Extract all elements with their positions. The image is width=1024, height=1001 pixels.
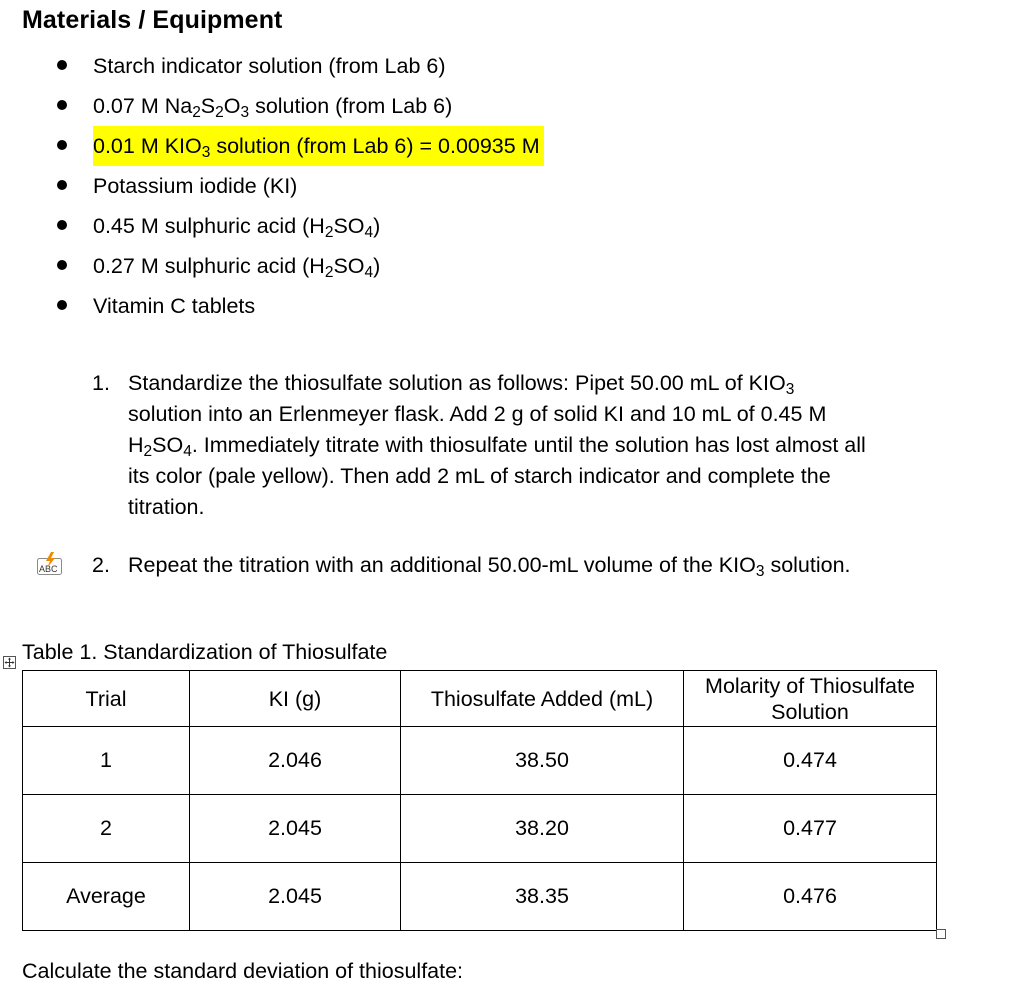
table-row (23, 863, 937, 931)
table-header-cell: Thiosulfate Added (mL) (401, 671, 684, 727)
bullet-icon (57, 140, 67, 150)
table-header-cell: Trial (23, 671, 190, 727)
table-cell: 2.045 (190, 795, 401, 863)
table-cell: 38.50 (401, 727, 684, 795)
table-row (23, 795, 937, 863)
list-item (0, 246, 1024, 286)
step-number: 2. (92, 553, 110, 577)
table-row (23, 727, 937, 795)
step-number: 1. (92, 371, 110, 395)
table-resize-handle-icon[interactable] (936, 929, 946, 939)
bullet-icon (57, 180, 67, 190)
step-text: Standardize the thiosulfate solution as follows: Pipet 50.00 mL of $KIO_3$ solution into an Erlenmeyer flask. Add 2 g of solid KI and 10 mL of 0.45 M $H_2SO_4$. Immediately titrate with thiosulfate until the solution has lost almost all its color (pale yellow). Then add 2 mL of starch indicator and complete the titration. (128, 371, 866, 519)
table-cell: 2 (23, 795, 190, 863)
step-1 (0, 368, 1024, 528)
list-item-text: 0.07 M $Na_2S_2O_3$ solution (from Lab 6) (93, 94, 453, 121)
table-cell: 0.477 (684, 795, 937, 863)
bullet-icon (57, 60, 67, 70)
list-item (0, 46, 1024, 86)
list-item-text: Starch indicator solution (from Lab 6) (93, 54, 446, 78)
table-cell: 2.046 (190, 727, 401, 795)
step-2 (0, 550, 1024, 582)
list-item (0, 166, 1024, 206)
list-item-text: 0.27 M sulphuric acid $(H_2SO_4)$ (93, 254, 381, 281)
table-cell: Average (23, 863, 190, 931)
step-text: Repeat the titration with an additional 50.00-mL volume of the $KIO_3$ solution. (128, 553, 851, 580)
table-cell: 38.35 (401, 863, 684, 931)
table-move-handle-icon[interactable] (3, 656, 16, 669)
standardization-table (22, 670, 937, 931)
instruction-text: Calculate the standard deviation of thiosulfate: (22, 959, 464, 983)
table-header-row (23, 671, 937, 727)
list-item (0, 206, 1024, 246)
list-item-highlighted (0, 126, 1024, 166)
list-item-text: Vitamin C tablets (93, 294, 256, 318)
table-cell: 38.20 (401, 795, 684, 863)
bullet-icon (57, 300, 67, 310)
table-cell: 0.476 (684, 863, 937, 931)
svg-text:ABC: ABC (39, 564, 58, 574)
table-caption: Table 1. Standardization of Thiosulfate (22, 640, 388, 664)
list-item (0, 286, 1024, 326)
bullet-icon (57, 260, 67, 270)
list-item-text: Potassium iodide (KI) (93, 174, 298, 198)
list-item (0, 86, 1024, 126)
table-cell: 1 (23, 727, 190, 795)
bullet-icon (57, 220, 67, 230)
list-item-text: 0.01 M $KIO_3$ solution (from Lab 6) = 0.00935 M (93, 126, 544, 166)
list-item-text: 0.45 M sulphuric acid $(H_2SO_4)$ (93, 214, 381, 241)
table-header-cell: Molarity of Thiosulfate Solution (684, 671, 937, 727)
table-cell: 0.474 (684, 727, 937, 795)
section-heading: Materials / Equipment (22, 6, 283, 34)
table-cell: 2.045 (190, 863, 401, 931)
table-header-cell: KI (g) (190, 671, 401, 727)
bullet-icon (57, 100, 67, 110)
